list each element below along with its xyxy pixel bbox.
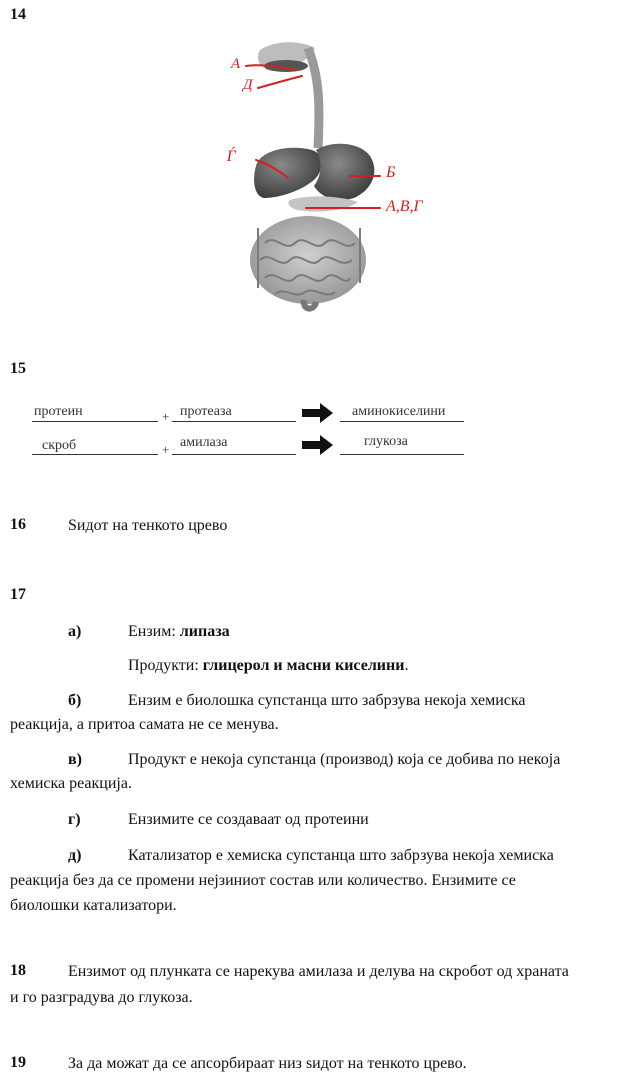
eq1-arrow-icon xyxy=(302,402,334,424)
question-number-16: 16 xyxy=(10,516,26,533)
label-avg: А,В,Г xyxy=(386,198,423,215)
answer-17v-line1: Продукт е некоја супстанца (производ) која се добива по некоја xyxy=(128,751,561,768)
answer-18-line2: и го разградува до глукоза. xyxy=(10,989,193,1006)
answer-18-line1: Ензимот од плунката се нарекува амилаза и делува на скробот од храната xyxy=(68,963,569,980)
answer-17b-line2: реакција, а притоа самата не се менува. xyxy=(10,716,279,733)
question-number-17: 17 xyxy=(10,586,26,603)
eq2-reactant: скроб xyxy=(42,438,77,453)
answer-19: За да можат да се апсорбираат низ ѕидот на тенкото црево. xyxy=(68,1055,467,1072)
enzyme-value: липаза xyxy=(179,623,230,640)
question-number-14: 14 xyxy=(10,6,26,23)
answer-17v-line2: хемиска реакција. xyxy=(10,775,132,792)
label-a: А xyxy=(231,56,241,72)
question-number-15: 15 xyxy=(10,360,26,377)
marker-17d: д) xyxy=(68,847,82,864)
answer-17a-products xyxy=(128,654,408,678)
eq2-product: глукоза xyxy=(364,434,408,449)
label-d: Д xyxy=(243,77,253,93)
answer-17b-line1: Ензим е биолошка супстанца што забрзува некоја хемиска xyxy=(128,692,526,709)
answer-17d-line1: Катализатор е хемиска супстанца што забрзува некоја хемиска xyxy=(128,847,554,864)
question-number-18: 18 xyxy=(10,962,26,979)
label-g: Ѓ xyxy=(227,148,237,165)
marker-17g: г) xyxy=(68,811,81,828)
eq1-plus: + xyxy=(162,409,170,424)
marker-17v: в) xyxy=(68,751,82,768)
eq2-plus: + xyxy=(162,442,170,457)
products-value: глицерол и масни киселини xyxy=(202,657,405,674)
answer-17d-line3: биолошки катализатори. xyxy=(10,897,177,914)
products-end: . xyxy=(404,657,409,674)
answer-17a-enzyme xyxy=(128,620,230,644)
answer-17g-line1: Ензимите се создаваат од протеини xyxy=(128,811,369,828)
answer-17d-line2: реакција без да се промени нејзиниот состав или количество. Ензимите се xyxy=(10,872,516,889)
eq1-reactant: протеин xyxy=(34,404,83,419)
question-number-19: 19 xyxy=(10,1054,26,1071)
marker-17b: б) xyxy=(68,692,82,709)
eq2-enzyme: амилаза xyxy=(180,435,228,450)
answer-16: Ѕидот на тенкото црево xyxy=(68,517,228,534)
enzyme-label: Ензим: xyxy=(128,623,180,640)
label-b: Б xyxy=(386,164,396,181)
eq2-arrow-icon xyxy=(302,434,334,456)
eq1-product: аминокиселини xyxy=(352,404,446,419)
marker-17a: а) xyxy=(68,623,82,640)
products-label: Продукти: xyxy=(128,657,203,674)
eq1-enzyme: протеаза xyxy=(180,404,232,419)
